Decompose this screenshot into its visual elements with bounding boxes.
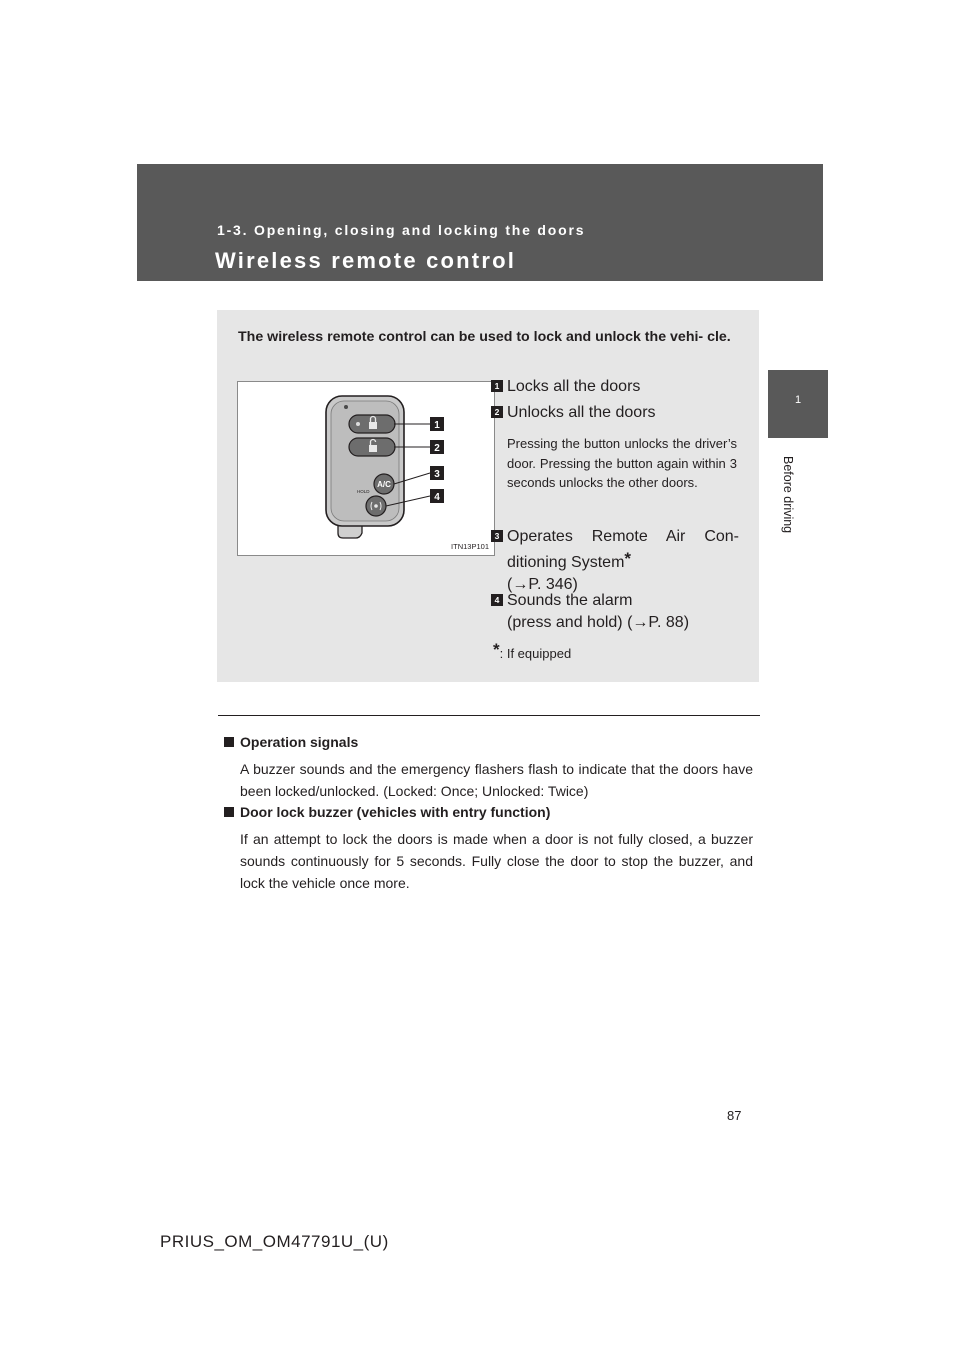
page-title: Wireless remote control xyxy=(215,248,517,273)
lock-dot-icon xyxy=(356,422,360,426)
callout-1: 1 xyxy=(434,420,440,431)
chapter-tab xyxy=(768,370,828,438)
section-divider xyxy=(218,715,760,716)
indicator-light xyxy=(344,405,348,409)
footnote xyxy=(493,640,571,661)
lock-icon xyxy=(369,422,377,429)
footnote-text: : If equipped xyxy=(499,646,572,661)
ac-label: A/C xyxy=(377,480,391,489)
legend-number-3: 3 xyxy=(491,530,503,542)
legend-ref-3: (→P. 346) xyxy=(507,576,578,593)
unlock-icon xyxy=(369,445,377,452)
chapter-tab-label: Before driving xyxy=(781,456,795,534)
chapter-tab-number: 1 xyxy=(794,394,802,406)
bullet-square-icon xyxy=(224,807,234,817)
legend-number-4: 4 xyxy=(491,594,503,606)
callout-2: 2 xyxy=(434,443,440,454)
unlock-note: Pressing the button unlocks the driver’s door. Pressing the button again within 3 seconds unlocks the other doors. xyxy=(507,436,737,490)
key-fob-figure xyxy=(237,381,495,556)
document-code: PRIUS_OM_OM47791U_(U) xyxy=(160,1232,389,1251)
legend-text-1: Locks all the doors xyxy=(507,378,641,395)
legend-number-2: 2 xyxy=(491,406,503,418)
door-lock-buzzer-heading: Door lock buzzer (vehicles with entry function) xyxy=(224,804,550,820)
legend-star-3: * xyxy=(624,549,632,568)
legend-text-4: Sounds the alarm xyxy=(507,592,633,609)
legend-text-3: Operates Remote Air Con- ditioning System xyxy=(507,528,739,571)
figure-id: ITN13P101 xyxy=(451,542,489,551)
intro-text: The wireless remote control can be used to lock and unlock the vehi- cle. xyxy=(238,329,731,345)
page-number: 87 xyxy=(727,1108,742,1123)
bullet-square-icon xyxy=(224,737,234,747)
operation-signals-heading: Operation signals xyxy=(224,734,358,750)
callout-4: 4 xyxy=(434,492,440,503)
chapter-header xyxy=(137,164,823,281)
section-title: 1-3. Opening, closing and locking the doors xyxy=(217,222,586,238)
key-fob-illustration xyxy=(238,382,494,555)
hold-label: HOLD xyxy=(357,489,370,494)
overview-panel xyxy=(217,310,759,682)
legend-text-2: Unlocks all the doors xyxy=(507,404,656,421)
operation-signals-text: A buzzer sounds and the emergency flashers flash to indicate that the doors have been locked/unlocked. (Locked: Once; Unlocked: Twice) xyxy=(240,761,753,799)
callout-3: 3 xyxy=(434,469,440,480)
legend-number-1: 1 xyxy=(491,380,503,392)
footnote-star: * xyxy=(493,640,500,659)
legend-text-4b: (press and hold) (→P. 88) xyxy=(507,614,690,631)
door-lock-buzzer-text: If an attempt to lock the doors is made when a door is not fully closed, a buzzer sounds continuously for 5 seconds. Fully close the door to stop the buzzer, and lock the vehicle once more. xyxy=(240,831,753,891)
